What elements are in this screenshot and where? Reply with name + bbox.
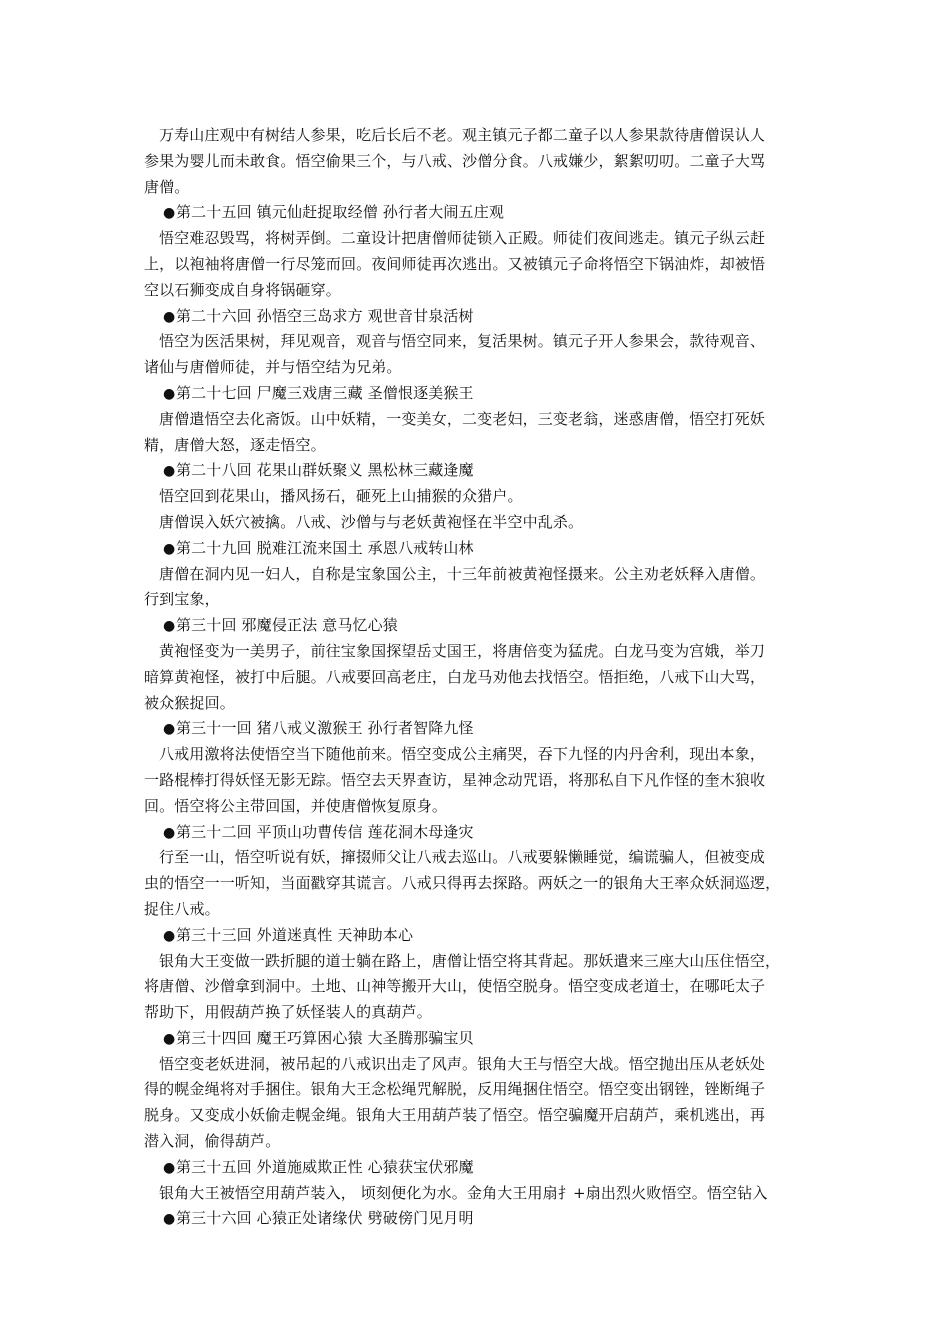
chapter-heading (144, 536, 812, 562)
paragraph-line: 诸仙与唐僧师徒，并与悟空结为兄弟。 (144, 358, 402, 377)
bullet-icon: ● (163, 308, 176, 325)
paragraph (144, 484, 812, 510)
paragraph-line: 行到宝象， (144, 590, 220, 609)
chapter-heading (144, 613, 812, 639)
paragraph-line: 脱身。又变成小妖偷走幌金绳。银角大王用葫芦装了悟空。悟空骗魔开启葫芦，乘机逃出，再 (144, 1106, 766, 1125)
bullet-icon: ● (163, 205, 176, 222)
paragraph-line: 悟空变老妖进洞，被吊起的八戒识出走了风声。银角大王与悟空大战。悟空抛出压从老妖处 (159, 1054, 766, 1073)
bullet-icon: ● (163, 618, 176, 635)
bullet-icon: ● (163, 721, 176, 738)
chapter-heading (144, 923, 812, 949)
chapter-heading (144, 381, 812, 407)
chapter-heading (144, 458, 812, 484)
paragraph-line: 得的幌金绳将对手捆住。银角大王念松绳咒解脱，反用绳捆住悟空。悟空变出钢锉，锉断绳子 (144, 1080, 766, 1099)
paragraph-line: 空以石狮变成自身将锅砸穿。 (144, 280, 341, 299)
bullet-icon: ● (163, 1030, 176, 1047)
paragraph-line: 唐僧。 (144, 177, 190, 196)
chapter-title: 第二十七回 尸魔三戏唐三藏 圣僧恨逐美猴王 (176, 383, 474, 402)
paragraph-line: 银角大王变做一跌折腿的道士躺在路上，唐僧让悟空将其背起。那妖遣来三座大山压住悟空， (159, 951, 781, 970)
paragraph-line: 被众猴捉回。 (144, 693, 235, 712)
bullet-icon: ● (163, 927, 176, 944)
chapter-title: 第二十五回 镇元仙赶捉取经僧 孙行者大闹五庄观 (176, 203, 504, 222)
paragraph-line: 精，唐僧大怒，逐走悟空。 (144, 435, 326, 454)
paragraph (144, 510, 812, 536)
bullet-icon: ● (163, 385, 176, 402)
chapter-heading (144, 200, 812, 226)
bullet-icon: ● (163, 1211, 176, 1228)
paragraph-line: 万寿山庄观中有树结人参果，吃后长后不老。观主镇元子都二童子以人参果款待唐僧误认人 (159, 126, 766, 144)
paragraph-line: 悟空难忍毁骂，将树弄倒。二童设计把唐僧师徒锁入正殿。师徒们夜间逃走。镇元子纵云赶 (159, 229, 766, 248)
paragraph-line: 将唐僧、沙僧拿到洞中。土地、山神等搬开大山，使悟空脱身。悟空变成老道士，在哪吒太子 (144, 977, 766, 996)
bullet-icon: ● (163, 463, 176, 480)
paragraph (144, 742, 812, 819)
paragraph (144, 329, 812, 381)
paragraph-line: 虫的悟空一一听知，当面戳穿其谎言。八戒只得再去探路。两妖之一的银角大王率众妖洞巡逻， (144, 874, 781, 893)
chapter-title: 第三十五回 外道施威欺正性 心猿获宝伏邪魔 (176, 1157, 474, 1176)
chapter-title: 第二十八回 花果山群妖聚义 黑松林三藏逢魔 (176, 461, 474, 480)
paragraph (144, 949, 812, 1026)
chapter-title: 第三十二回 平顶山功曹传信 莲花洞木母逢灾 (176, 822, 474, 841)
chapter-title: 第三十回 邪魔侵正法 意马忆心猿 (176, 616, 398, 635)
paragraph-line: 悟空回到花果山，播风扬石，砸死上山捕猴的众猎户。 (159, 487, 523, 506)
paragraph-line: 悟空为医活果树，拜见观音，观音与悟空同来，复活果树。镇元子开人参果会，款待观音、 (159, 332, 766, 351)
bullet-icon: ● (163, 1159, 176, 1176)
chapter-title: 第二十九回 脱难江流来国土 承恩八戒转山林 (176, 538, 474, 557)
paragraph-line: 帮助下，用假葫芦换了妖怪装人的真葫芦。 (144, 1003, 432, 1022)
chapter-title: 第三十四回 魔王巧算困心猿 大圣腾那骗宝贝 (176, 1028, 474, 1047)
paragraph-line: 暗算黄袍怪，被打中后腿。八戒要回高老庄，白龙马劝他去找悟空。悟拒绝，八戒下山大骂， (144, 667, 766, 686)
paragraph-line: 唐僧在洞内见一妇人，自称是宝象国公主，十三年前被黄袍怪摄来。公主劝老妖释入唐僧。 (159, 564, 766, 583)
paragraph (144, 845, 812, 922)
chapter-heading (144, 820, 812, 846)
chapter-heading (144, 1155, 812, 1181)
chapter-heading (144, 304, 812, 330)
paragraph-line: 唐僧误入妖穴被擒。八戒、沙僧与与老妖黄袍怪在半空中乱杀。 (159, 512, 584, 531)
paragraph (144, 226, 812, 303)
paragraph (144, 1052, 812, 1155)
paragraph (144, 1181, 812, 1207)
paragraph-line: 上，以袍袖将唐僧一行尽笼而回。夜间师徒再次逃出。又被镇元子命将悟空下锅油炸，却被悟 (144, 254, 766, 273)
document-body (144, 123, 812, 1232)
chapter-heading (144, 716, 812, 742)
chapter-title: 第二十六回 孙悟空三岛求方 观世音甘泉活树 (176, 306, 474, 325)
paragraph-line: 银角大王被悟空用葫芦装入， 顷刻便化为水。金角大王用扇扌+扇出烈火败悟空。悟空钻入 (159, 1183, 768, 1202)
paragraph-line: 回。悟空将公主带回国，并使唐僧恢复原身。 (144, 796, 448, 815)
chapter-heading (144, 1206, 812, 1232)
paragraph (144, 407, 812, 459)
chapter-title: 第三十一回 猪八戒义激猴王 孙行者智降九怪 (176, 719, 474, 738)
paragraph-line: 八戒用激将法使悟空当下随他前来。悟空变成公主痛哭，吞下九怪的内丹舍利，现出本象， (159, 745, 766, 764)
paragraph-line: 潜入洞，偷得葫芦。 (144, 1132, 281, 1151)
paragraph (144, 123, 812, 200)
paragraph-line: 参果为婴儿而未敢食。悟空偷果三个，与八戒、沙僧分食。八戒嫌少，絮絮叨叨。二童子大骂 (144, 151, 766, 170)
bullet-icon: ● (163, 540, 176, 557)
paragraph-line: 唐僧遣悟空去化斋饭。山中妖精，一变美女，二变老妇，三变老翁，迷惑唐僧，悟空打死妖 (159, 409, 766, 428)
paragraph-line: 一路棍棒打得妖怪无影无踪。悟空去天界查访，星神念动咒语，将那私自下凡作怪的奎木狼收 (144, 770, 766, 789)
paragraph-line: 捉住八戒。 (144, 899, 220, 918)
paragraph-line: 行至一山，悟空听说有妖，撺掇师父让八戒去巡山。八戒要躲懒睡觉，编谎骗人，但被变成 (159, 848, 766, 867)
paragraph (144, 639, 812, 716)
chapter-title: 第三十六回 心猿正处诸缘伏 劈破傍门见月明 (176, 1209, 474, 1228)
paragraph-line: 黄袍怪变为一美男子，前往宝象国探望岳丈国王，将唐倍变为猛虎。白龙马变为宫娥，举刀 (159, 641, 766, 660)
chapter-title: 第三十三回 外道迷真性 天神助本心 (176, 925, 414, 944)
chapter-heading (144, 1026, 812, 1052)
bullet-icon: ● (163, 824, 176, 841)
paragraph (144, 562, 812, 614)
